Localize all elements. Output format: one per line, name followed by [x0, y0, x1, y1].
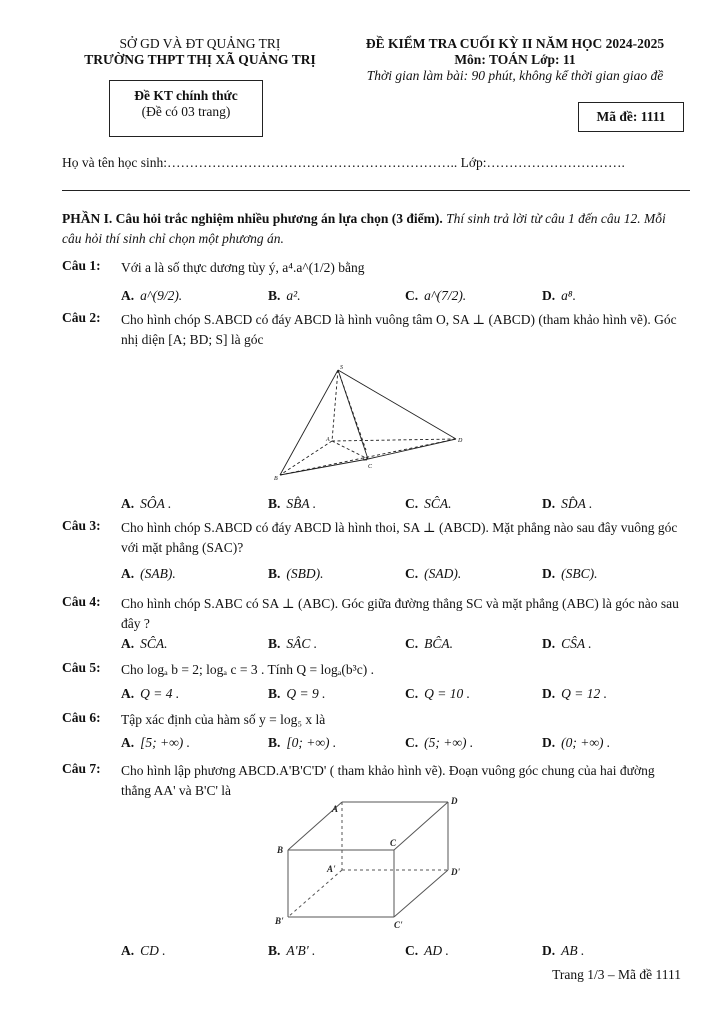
option-text: (0; +∞) .	[561, 735, 611, 750]
option-key: C.	[405, 566, 419, 581]
option-key: D.	[542, 496, 556, 511]
option-a[interactable]	[121, 636, 168, 652]
option-b[interactable]	[268, 686, 326, 702]
question-label: Câu 3:	[62, 518, 101, 533]
option-a[interactable]	[121, 943, 166, 959]
option-text: SÂC .	[286, 636, 318, 651]
option-text: CD .	[140, 943, 166, 958]
cube-figure	[272, 790, 472, 932]
option-key: A.	[121, 686, 135, 701]
option-text: [0; +∞) .	[286, 735, 337, 750]
option-key: C.	[405, 288, 419, 303]
vertex-label-b: B	[277, 845, 284, 855]
option-b[interactable]	[268, 566, 324, 582]
vertex-label-a: A	[332, 804, 339, 814]
part-instruction: Thí sinh trả lời từ câu 1 đến câu 12. Mỗi câu hỏi thí sinh chỉ chọn một phương án.	[62, 211, 666, 246]
vertex-label-a: A	[326, 437, 330, 443]
option-key: C.	[405, 686, 419, 701]
option-d[interactable]	[542, 566, 598, 582]
exam-code: Mã đề: 1111	[578, 102, 684, 132]
option-key: B.	[268, 686, 281, 701]
vertex-label-s: S	[340, 365, 343, 371]
subject-line: Môn: TOÁN Lớp: 11	[454, 52, 576, 67]
question-text: Tập xác định của hàm số y = log₅ x là	[121, 712, 326, 727]
option-text: Q = 10 .	[424, 686, 470, 701]
option-d[interactable]	[542, 735, 610, 751]
part-title: PHẦN I. Câu hỏi trắc nghiệm nhiều phương án lựa chọn (3 điểm).	[62, 211, 443, 226]
option-b[interactable]	[268, 636, 317, 652]
option-c[interactable]	[405, 686, 470, 702]
option-key: A.	[121, 735, 135, 750]
option-key: B.	[268, 566, 281, 581]
option-key: D.	[542, 686, 556, 701]
question-label: Câu 2:	[62, 310, 101, 325]
option-text: A'B' .	[286, 943, 316, 958]
option-text: AB .	[561, 943, 585, 958]
option-d[interactable]	[542, 686, 607, 702]
time-line: Thời gian làm bài: 90 phút, không kể thời gian giao đề	[366, 68, 664, 83]
question-text: Cho hình chóp S.ABCD có đáy ABCD là hình thoi, SA ⊥ (ABCD). Mặt phẳng nào sau đây vuông góc với mặt phẳng (SAC)?	[121, 520, 678, 555]
option-text: SĈA.	[424, 496, 452, 511]
part-heading	[62, 209, 684, 249]
question-label: Câu 5:	[62, 660, 101, 675]
option-a[interactable]	[121, 735, 190, 751]
pyramid-figure	[270, 362, 470, 484]
question-text: Cho hình lập phương ABCD.A'B'C'D' ( tham khảo hình vẽ). Đoạn vuông góc chung của hai đường thẳng AA' và B'C' là	[121, 763, 655, 798]
option-key: C.	[405, 943, 419, 958]
vertex-label-c-prime: C'	[394, 920, 403, 930]
option-a[interactable]	[121, 686, 179, 702]
vertex-label-d: D	[458, 438, 463, 444]
question-text: Với a là số thực dương tùy ý, a⁴.a^(1/2) bằng	[121, 260, 365, 275]
option-key: C.	[405, 735, 419, 750]
vertex-label-c: C	[368, 464, 373, 470]
ministry-line: SỞ GD VÀ ĐT QUẢNG TRỊ	[119, 36, 281, 51]
option-key: A.	[121, 943, 135, 958]
vertex-label-o: O	[363, 457, 368, 463]
page-footer: Trang 1/3 – Mã đề 1111	[552, 967, 681, 982]
option-text: (SBC).	[561, 566, 598, 581]
option-key: C.	[405, 636, 419, 651]
option-text: [5; +∞) .	[140, 735, 190, 750]
option-text: SÔA .	[140, 496, 172, 511]
option-key: D.	[542, 566, 556, 581]
vertex-label-d: D	[451, 796, 458, 806]
option-b[interactable]	[268, 735, 336, 751]
option-b[interactable]	[268, 288, 301, 304]
option-b[interactable]	[268, 496, 316, 512]
option-key: B.	[268, 943, 281, 958]
option-text: (SAB).	[140, 566, 176, 581]
option-key: D.	[542, 636, 556, 651]
option-text: (5; +∞) .	[424, 735, 474, 750]
option-text: a^(9/2).	[140, 288, 183, 303]
option-key: B.	[268, 288, 281, 303]
option-text: SĈA.	[140, 636, 168, 651]
official-pages: (Đề có 03 trang)	[141, 104, 231, 119]
question-label: Câu 1:	[62, 258, 101, 273]
question-text: Cho logₐ b = 2; logₐ c = 3 . Tính Q = logₐ(b³c) .	[121, 662, 374, 677]
option-a[interactable]	[121, 566, 176, 582]
option-text: Q = 9 .	[286, 686, 326, 701]
vertex-label-c: C	[390, 838, 397, 848]
option-text: AD .	[424, 943, 449, 958]
option-c[interactable]	[405, 636, 453, 652]
option-text: BĈA.	[424, 636, 453, 651]
option-c[interactable]	[405, 566, 461, 582]
vertex-label-b: B	[274, 476, 278, 482]
school-name: TRƯỜNG THPT THỊ XÃ QUẢNG TRỊ	[84, 52, 316, 67]
option-text: Q = 4 .	[140, 686, 180, 701]
vertex-label-b-prime: B'	[275, 916, 284, 926]
question-label: Câu 7:	[62, 761, 101, 776]
exam-title: ĐỀ KIỂM TRA CUỐI KỲ II NĂM HỌC 2024-2025	[365, 36, 665, 51]
option-key: B.	[268, 735, 281, 750]
divider	[62, 190, 690, 191]
option-key: B.	[268, 636, 281, 651]
option-a[interactable]	[121, 496, 171, 512]
option-d[interactable]	[542, 943, 584, 959]
option-key: A.	[121, 288, 135, 303]
option-key: A.	[121, 566, 135, 581]
option-d[interactable]	[542, 496, 592, 512]
option-c[interactable]	[405, 943, 449, 959]
option-text: SB̂A .	[286, 496, 317, 511]
option-key: C.	[405, 496, 419, 511]
official-box	[109, 80, 263, 137]
option-text: (SBD).	[286, 566, 324, 581]
option-key: D.	[542, 288, 556, 303]
option-c[interactable]	[405, 288, 466, 304]
option-key: A.	[121, 636, 135, 651]
option-key: D.	[542, 943, 556, 958]
official-title: Đề KT chính thức	[134, 88, 238, 103]
option-text: (SAD).	[424, 566, 462, 581]
student-info-line: Họ và tên học sinh:……………………………………………………….. Lớp:………………………….	[62, 155, 625, 170]
option-text: CŜA .	[561, 636, 592, 651]
option-d[interactable]	[542, 288, 576, 304]
option-text: a⁸.	[561, 288, 576, 303]
vertex-label-a-prime: A'	[327, 864, 336, 874]
question-label: Câu 6:	[62, 710, 101, 725]
option-text: SD̂A .	[561, 496, 593, 511]
option-c[interactable]	[405, 496, 452, 512]
option-text: a^(7/2).	[424, 288, 467, 303]
question-text: Cho hình chóp S.ABC có SA ⊥ (ABC). Góc giữa đường thẳng SC và mặt phẳng (ABC) là góc nào sau đây ?	[121, 596, 679, 631]
option-key: D.	[542, 735, 556, 750]
option-text: a².	[286, 288, 301, 303]
option-d[interactable]	[542, 636, 592, 652]
option-text: Q = 12 .	[561, 686, 607, 701]
vertex-label-d-prime: D'	[451, 867, 460, 877]
option-key: B.	[268, 496, 281, 511]
question-text: Cho hình chóp S.ABCD có đáy ABCD là hình vuông tâm O, SA ⊥ (ABCD) (tham khảo hình vẽ). Góc nhị diện [A; BD; S] là góc	[121, 312, 677, 347]
option-c[interactable]	[405, 735, 473, 751]
option-b[interactable]	[268, 943, 315, 959]
question-label: Câu 4:	[62, 594, 101, 609]
option-a[interactable]	[121, 288, 182, 304]
option-key: A.	[121, 496, 135, 511]
